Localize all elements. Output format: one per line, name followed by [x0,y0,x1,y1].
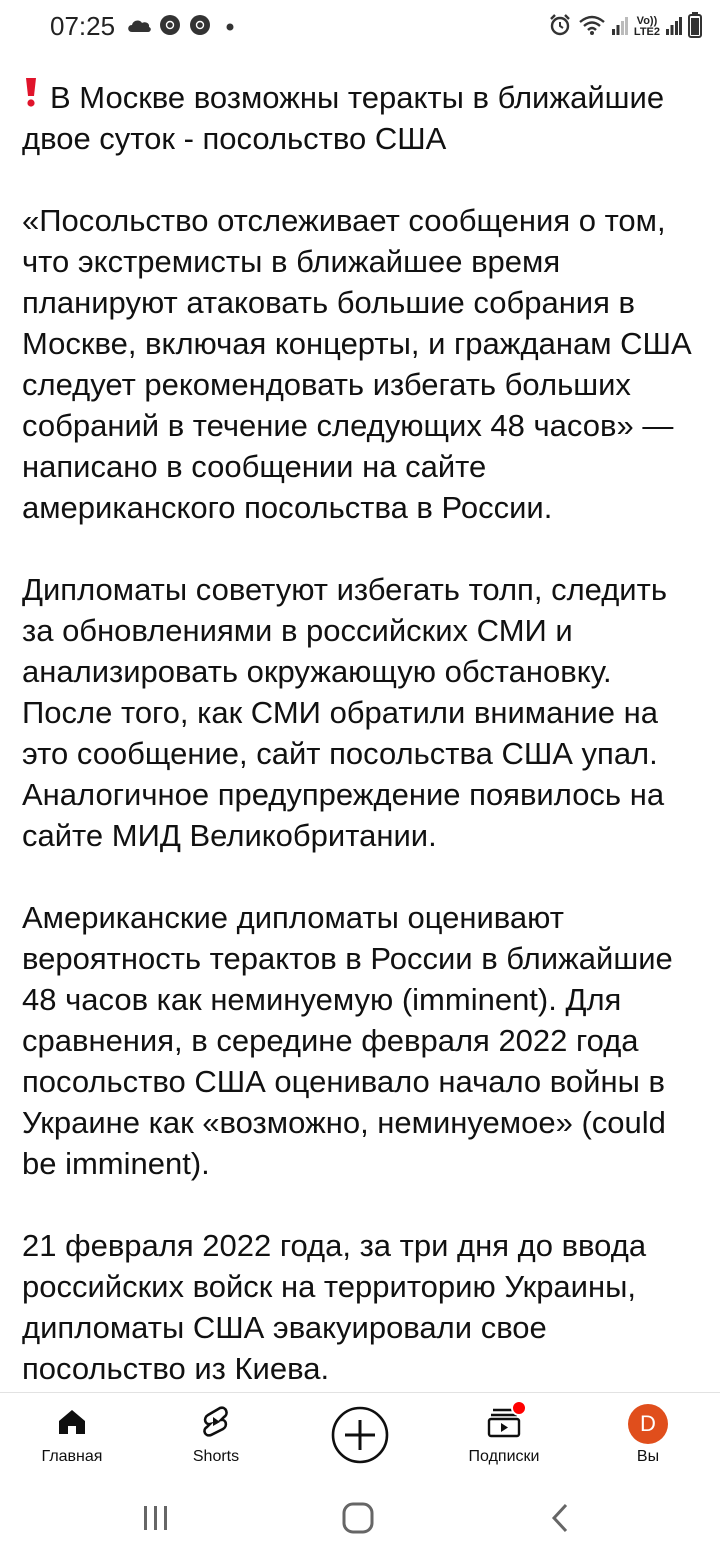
nav-item-home[interactable] [22,1393,122,1483]
bottom-navigation [0,1392,720,1483]
recent-apps-button[interactable] [126,1500,186,1540]
alarm-icon [548,13,572,42]
exclamation-icon [22,76,44,118]
status-left-icons [126,12,234,42]
chrome-icon [158,13,182,42]
signal-icon [612,15,628,40]
nav-label-shorts: Shorts [192,1448,240,1465]
home-button[interactable] [328,1500,388,1540]
shorts-icon [201,1405,231,1444]
nav-item-you[interactable] [598,1393,698,1483]
back-icon [550,1503,570,1538]
nav-item-subscriptions[interactable] [454,1393,554,1483]
chrome-icon [188,13,212,42]
article-paragraph: «Посольство отслеживает сообщения о том, что экстремисты в ближайшее время планируют атаковать большие собрания в Москве, включая концерты, и гражданам США следует рекомендовать избегать больших собраний в течение следующих 48 часов» — написано в сообщении на сайте американского посольства в России. [22,203,692,525]
article-paragraph: Дипломаты советуют избегать толп, следить за обновлениями в российских СМИ и анализировать окружающую обстановку. После того, как СМИ обратили внимание на это сообщение, сайт посольства США упал. Аналогичное предупреждение появилось на сайте МИД Великобритании. [22,572,667,853]
status-right-icons [548,10,702,44]
avatar: D [628,1404,668,1444]
signal-icon [666,15,682,40]
dot-icon [226,18,234,36]
create-plus-icon [331,1406,389,1469]
cloud-icon [126,17,152,38]
battery-icon [688,12,702,43]
nav-label-home: Главная [41,1448,103,1465]
article-paragraph: Американские дипломаты оценивают вероятность терактов в России в ближайшие 48 часов как неминуемую (imminent). Для сравнения, в середине февраля 2022 года посольство США оценивало начало войны в Украине как «возможно, неминуемое» (could be imminent). [22,900,673,1181]
home-icon [57,1407,87,1442]
volte-lte2-icon: Vo)) LTE2 [633,15,660,38]
recent-apps-icon [141,1505,171,1536]
article-paragraph: 21 февраля 2022 года, за три дня до ввода российских войск на территорию Украины, дипломаты США эвакуировали свое посольство из Киева. [22,1228,647,1386]
nav-item-shorts[interactable] [166,1393,266,1483]
back-button[interactable] [530,1500,590,1540]
subscriptions-icon [487,1406,521,1443]
system-navigation-bar [0,1482,720,1560]
status-bar [0,0,720,54]
nav-label-subscriptions: Подписки [468,1448,540,1465]
nav-item-create[interactable] [310,1393,410,1483]
wifi-icon [578,14,606,41]
status-time: 07:25 [50,11,116,41]
article-headline: В Москве возможны теракты в ближайшие двое суток - посольство США [22,76,698,159]
nav-label-you: Вы [636,1448,660,1465]
home-button-icon [342,1502,374,1539]
notification-dot [511,1400,527,1416]
article-body [22,76,698,1392]
